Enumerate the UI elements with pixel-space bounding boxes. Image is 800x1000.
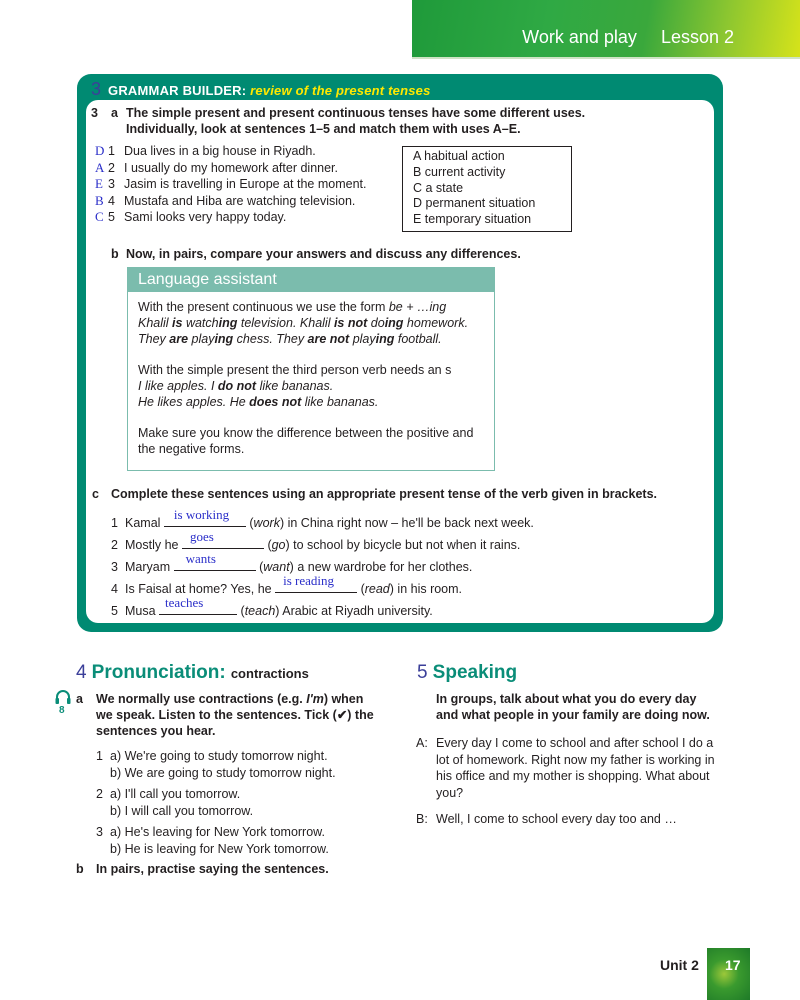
exercise-letter-4b: b bbox=[76, 862, 84, 876]
matching-sentence: E 3 Jasim is travelling in Europe at the moment. bbox=[95, 176, 367, 191]
pronunciation-item: 3 a) He's leaving for New York tomorrow. b) He is leaving for New York tomorrow. bbox=[96, 825, 329, 856]
language-assistant-box bbox=[127, 267, 495, 471]
pronunciation-item: 2 a) I'll call you tomorrow. b) I will call you tomorrow. bbox=[96, 787, 254, 818]
instruction-4b: In pairs, practise saying the sentences. bbox=[96, 862, 329, 876]
page-number-box bbox=[707, 948, 750, 1000]
exercise-letter-c: c bbox=[92, 487, 99, 501]
headphones-icon bbox=[54, 689, 72, 705]
answer-blank[interactable]: goes bbox=[182, 536, 264, 549]
speaking-dialogue bbox=[416, 735, 715, 828]
pronunciation-items bbox=[96, 748, 336, 857]
matching-sentence: C 5 Sami looks very happy today. bbox=[95, 209, 287, 224]
answer-blank[interactable]: is working bbox=[164, 514, 246, 527]
answer-blank[interactable]: teaches bbox=[159, 602, 237, 615]
dialogue-line: A: Every day I come to school and after school I do a lot of homework. Right now my father is working in his office and my mother is shopping. What about you? bbox=[416, 736, 715, 800]
language-assistant-title: Language assistant bbox=[128, 268, 494, 292]
matching-sentence: A 2 I usually do my homework after dinner. bbox=[95, 159, 338, 175]
section-subtitle: review of the present tenses bbox=[250, 83, 431, 98]
uses-box: A habitual action B current activity C a state D permanent situation E temporary situation bbox=[402, 146, 572, 232]
exercise-letter-b: b bbox=[111, 247, 119, 261]
language-assistant-body: With the present continuous we use the form be + …ing Khalil is watching television. Khalil is not doing homework. They are playing chess. They are not playing football. With the simple present the third person verb needs an s I like apples. I do not like bananas. He likes apples. He does not like bananas. Make sure you know the difference between the positive and the negative forms. bbox=[138, 300, 474, 457]
instruction-3c: Complete these sentences using an appropriate present tense of the verb given in brackets. bbox=[111, 487, 657, 501]
grammar-builder-title: 3 GRAMMAR BUILDER: review of the present tenses bbox=[91, 79, 431, 99]
instruction-4a: We normally use contractions (e.g. I'm) when we speak. Listen to the sentences. Tick (✔) the sentences you hear. bbox=[96, 692, 374, 738]
fill-in-item: 5 Musa teaches (teach) Arabic at Riyadh university. bbox=[111, 595, 433, 618]
unit-label: Unit 2 bbox=[660, 957, 699, 973]
section-number: 3 bbox=[91, 79, 102, 99]
fill-in-item: 4 Is Faisal at home? Yes, he is reading (read) in his room. bbox=[111, 573, 463, 596]
speaking-heading: 5 Speaking bbox=[417, 662, 518, 683]
instruction-3b: Now, in pairs, compare your answers and discuss any differences. bbox=[126, 247, 521, 261]
fill-in-item: 1 Kamal is working (work) in China right now – he'll be back next week. bbox=[111, 507, 534, 530]
lesson-label: Lesson 2 bbox=[660, 27, 734, 47]
exercise-letter-4a: a bbox=[76, 692, 83, 706]
exercise-letter-a: a bbox=[111, 106, 118, 120]
matching-sentence: B 4 Mustafa and Hiba are watching television. bbox=[95, 192, 356, 208]
instruction-3a: The simple present and present continuous tenses have some different uses. Individually, look at sentences 1–5 and match them with uses A–E. bbox=[126, 106, 586, 136]
matching-sentence: D 1 Dua lives in a big house in Riyadh. bbox=[95, 143, 316, 158]
fill-in-list bbox=[111, 507, 534, 622]
lesson-header-banner bbox=[412, 0, 800, 57]
pronunciation-item: 1 a) We're going to study tomorrow night. b) We are going to study tomorrow night. bbox=[96, 749, 336, 780]
matching-sentences bbox=[95, 143, 366, 226]
audio-track-button[interactable] bbox=[54, 689, 74, 719]
answer-blank[interactable]: is reading bbox=[275, 580, 357, 593]
pronunciation-heading: 4 Pronunciation: contractions bbox=[76, 662, 309, 683]
page-number: 17 bbox=[725, 957, 741, 973]
fill-in-item: 2 Mostly he goes (go) to school by bicycle but not when it rains. bbox=[111, 529, 521, 552]
answer-blank[interactable]: wants bbox=[174, 558, 256, 571]
speaking-instruction: In groups, talk about what you do every day and what people in your family are doing now. bbox=[436, 692, 710, 722]
dialogue-line: B: Well, I come to school every day too and … bbox=[416, 812, 677, 826]
fill-in-item: 3 Maryam wants (want) a new wardrobe for her clothes. bbox=[111, 551, 473, 574]
exercise-number: 3 bbox=[91, 106, 98, 120]
track-number: 8 bbox=[59, 705, 65, 716]
unit-title: Work and play bbox=[522, 27, 637, 47]
